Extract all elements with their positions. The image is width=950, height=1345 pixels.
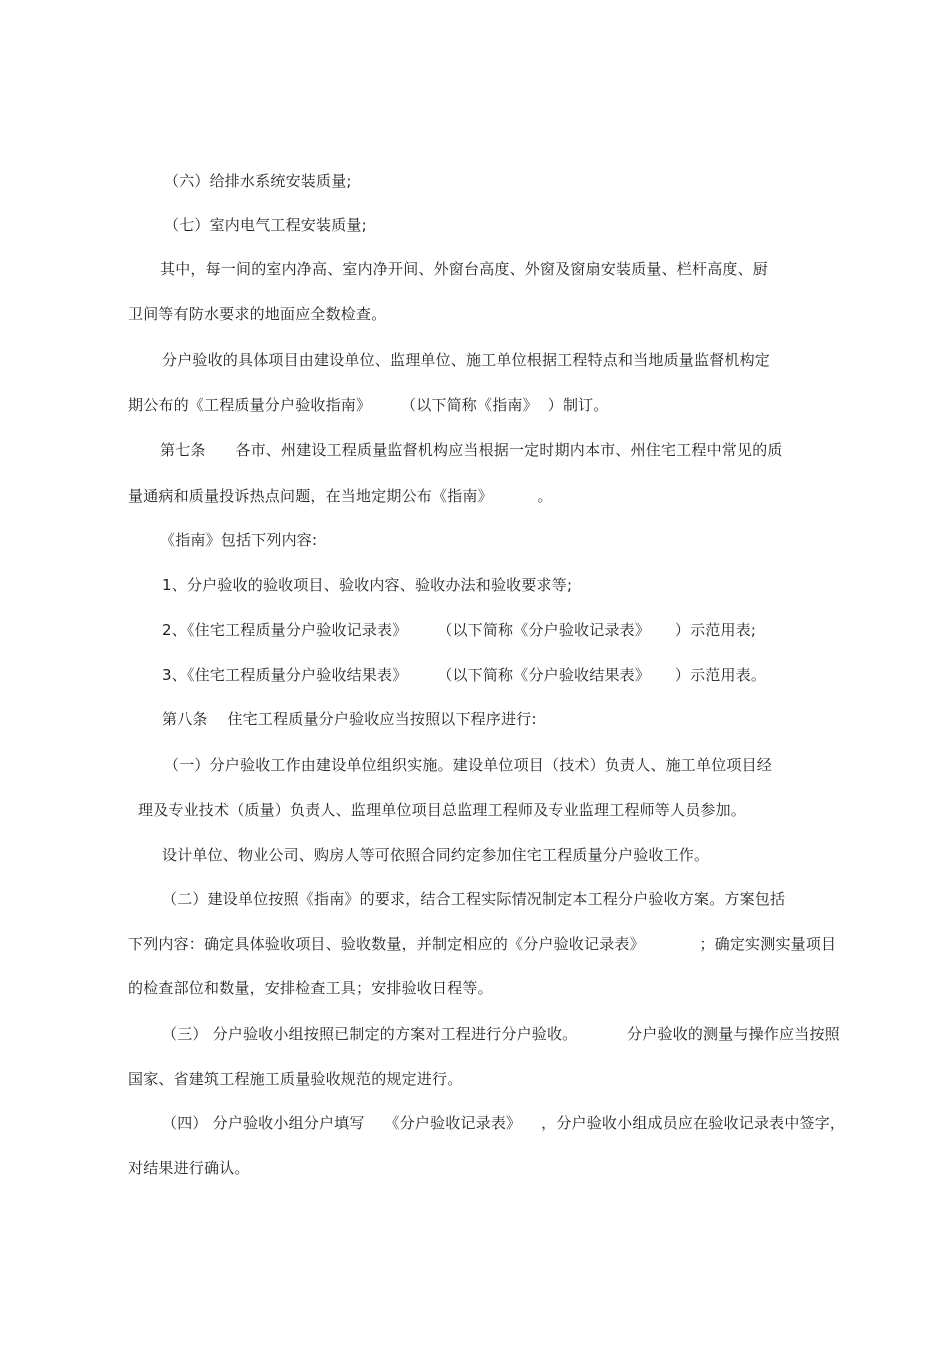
paragraph-line: （一）分户验收工作由建设单位组织实施。建设单位项目（技术）负责人、施工单位项目经: [164, 756, 773, 774]
paragraph-line: 第七条 各市、州建设工程质量监督机构应当根据一定时期内本市、州住宅工程中常见的质: [160, 441, 783, 459]
paragraph-line: 量通病和质量投诉热点问题，在当地定期公布《指南》 。: [128, 487, 553, 505]
paragraph-line: 分户验收的具体项目由建设单位、监理单位、施工单位根据工程特点和当地质量监督机构定: [162, 351, 771, 369]
paragraph-line: 2、《住宅工程质量分户验收记录表》 （以下简称《分户验收记录表》 ）示范用表;: [162, 621, 757, 639]
paragraph-line: 理及专业技术（质量）负责人、监理单位项目总监理工程师及专业监理工程师等人员参加。: [138, 801, 747, 819]
paragraph-line: 3、《住宅工程质量分户验收结果表》 （以下简称《分户验收结果表》 ）示范用表。: [162, 666, 767, 684]
paragraph-line: 国家、省建筑工程施工质量验收规范的规定进行。: [128, 1070, 463, 1088]
paragraph-line: 卫间等有防水要求的地面应全数检查。: [128, 305, 387, 323]
paragraph-line: （二）建设单位按照《指南》的要求，结合工程实际情况制定本工程分户验收方案。方案包括: [162, 890, 786, 908]
paragraph-line: 下列内容：确定具体验收项目、验收数量，并制定相应的《分户验收记录表》 ；确定实测实量项目: [128, 935, 837, 953]
paragraph-line: 1、分户验收的验收项目、验收内容、验收办法和验收要求等;: [162, 576, 573, 594]
paragraph-line: （六）给排水系统安装质量;: [164, 172, 352, 190]
paragraph-line: 《指南》包括下列内容:: [160, 531, 318, 549]
paragraph-line: 的检查部位和数量，安排检查工具；安排验收日程等。: [128, 979, 493, 997]
paragraph-line: 其中，每一间的室内净高、室内净开间、外窗台高度、外窗及窗扇安装质量、栏杆高度、厨: [160, 260, 769, 278]
paragraph-line: （七）室内电气工程安装质量;: [164, 216, 367, 234]
paragraph-line: 第八条 住宅工程质量分户验收应当按照以下程序进行:: [162, 710, 537, 728]
paragraph-line: （四） 分户验收小组分户填写 《分户验收记录表》 ，分户验收小组成员应在验收记录表中签字，: [162, 1114, 846, 1132]
paragraph-line: （三） 分户验收小组按照已制定的方案对工程进行分户验收。 分户验收的测量与操作应当按照: [162, 1025, 840, 1043]
paragraph-line: 对结果进行确认。: [128, 1159, 250, 1177]
paragraph-line: 期公布的《工程质量分户验收指南》 （以下简称《指南》 ）制订。: [128, 396, 609, 414]
paragraph-line: 设计单位、物业公司、购房人等可依照合同约定参加住宅工程质量分户验收工作。: [162, 846, 710, 864]
